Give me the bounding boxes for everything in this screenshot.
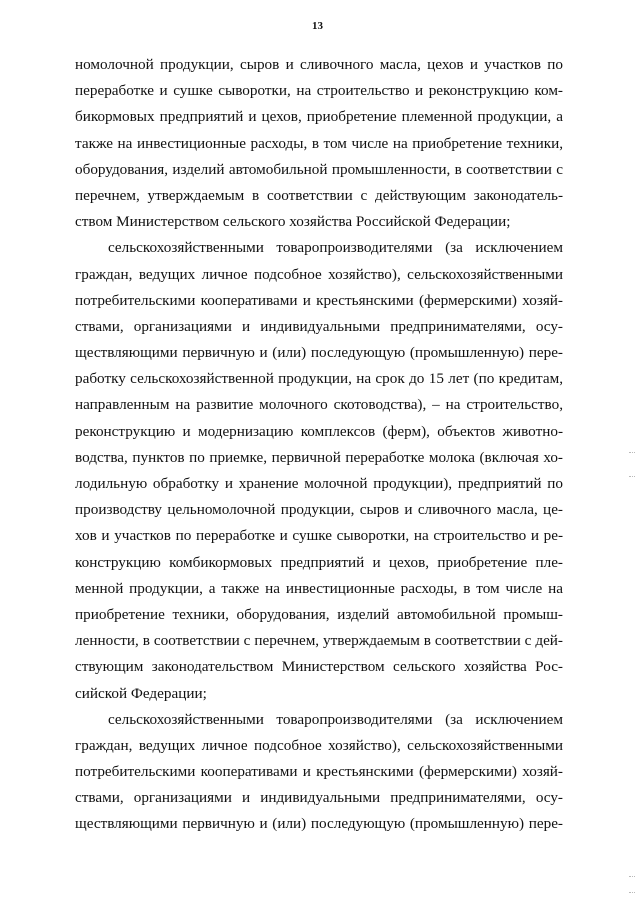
scan-edge-mark xyxy=(629,452,635,453)
text-line: граждан, ведущих личное подсобное хозяйство), сельскохозяйственными xyxy=(75,265,563,283)
text-line: ствами, организациями и индивидуальными предпринимателями, осу- xyxy=(75,789,563,807)
text-line: потребительскими кооперативами и крестьянскими (фермерскими) хозяй- xyxy=(75,763,563,781)
text-line: ствами, организациями и индивидуальными предпринимателями, осу- xyxy=(75,317,563,335)
text-line: ществляющими первичную и (или) последующую (промышленную) пере- xyxy=(75,344,563,362)
text-line: направленным на развитие молочного скотоводства), – на строительство, xyxy=(75,396,563,414)
text-line: сельскохозяйственными товаропроизводителями (за исключением xyxy=(108,239,563,257)
text-line: потребительскими кооперативами и крестьянскими (фермерскими) хозяй- xyxy=(75,291,563,309)
text-line: хов и участков по переработке и сушке сыворотки, на строительство и ре- xyxy=(75,527,563,545)
text-line: переработке и сушке сыворотки, на строительство и реконструкцию ком- xyxy=(75,82,563,100)
text-line: производству цельномолочной продукции, сыров и сливочного масла, це- xyxy=(75,501,563,519)
text-line: граждан, ведущих личное подсобное хозяйство), сельскохозяйственными xyxy=(75,736,563,754)
text-line: ствующим законодательством Министерством сельского хозяйства Рос- xyxy=(75,658,563,676)
scan-edge-mark xyxy=(629,476,635,477)
scan-edge-mark xyxy=(629,892,635,893)
text-line: номолочной продукции, сыров и сливочного масла, цехов и участков по xyxy=(75,56,563,73)
text-line: конструкцию комбикормовых предприятий и цехов, приобретение пле- xyxy=(75,553,563,571)
text-line: реконструкцию и модернизацию комплексов (ферм), объектов животно- xyxy=(75,422,563,440)
text-line: сельскохозяйственными товаропроизводителями (за исключением xyxy=(108,710,563,728)
text-line: оборудования, изделий автомобильной промышленности, в соответствии с xyxy=(75,160,563,178)
text-line: лодильную обработку и хранение молочной продукции), предприятий по xyxy=(75,475,563,492)
text-line: также на инвестиционные расходы, в том числе на приобретение техники, xyxy=(75,134,563,152)
text-line: менной продукции, а также на инвестиционные расходы, в том числе на xyxy=(75,579,563,597)
page-number: 13 xyxy=(312,20,323,32)
document-body xyxy=(75,52,563,838)
text-line: приобретение техники, оборудования, изделий автомобильной промыш- xyxy=(75,605,563,623)
text-line: ществляющими первичную и (или) последующую (промышленную) пере- xyxy=(75,815,563,833)
scan-edge-mark xyxy=(629,876,635,877)
text-line: перечнем, утверждаемым в соответствии с действующим законодатель- xyxy=(75,186,563,204)
text-line: ленности, в соответствии с перечнем, утверждаемым в соответствии с дей- xyxy=(75,632,563,650)
text-line: бикормовых предприятий и цехов, приобретение племенной продукции, а xyxy=(75,108,563,126)
text-line: водства, пунктов по приемке, первичной переработке молока (включая хо- xyxy=(75,448,563,466)
text-line: сийской Федерации; xyxy=(75,684,207,702)
text-line: работку сельскохозяйственной продукции, на срок до 15 лет (по кредитам, xyxy=(75,370,563,388)
text-line: ством Министерством сельского хозяйства Российской Федерации; xyxy=(75,213,511,231)
